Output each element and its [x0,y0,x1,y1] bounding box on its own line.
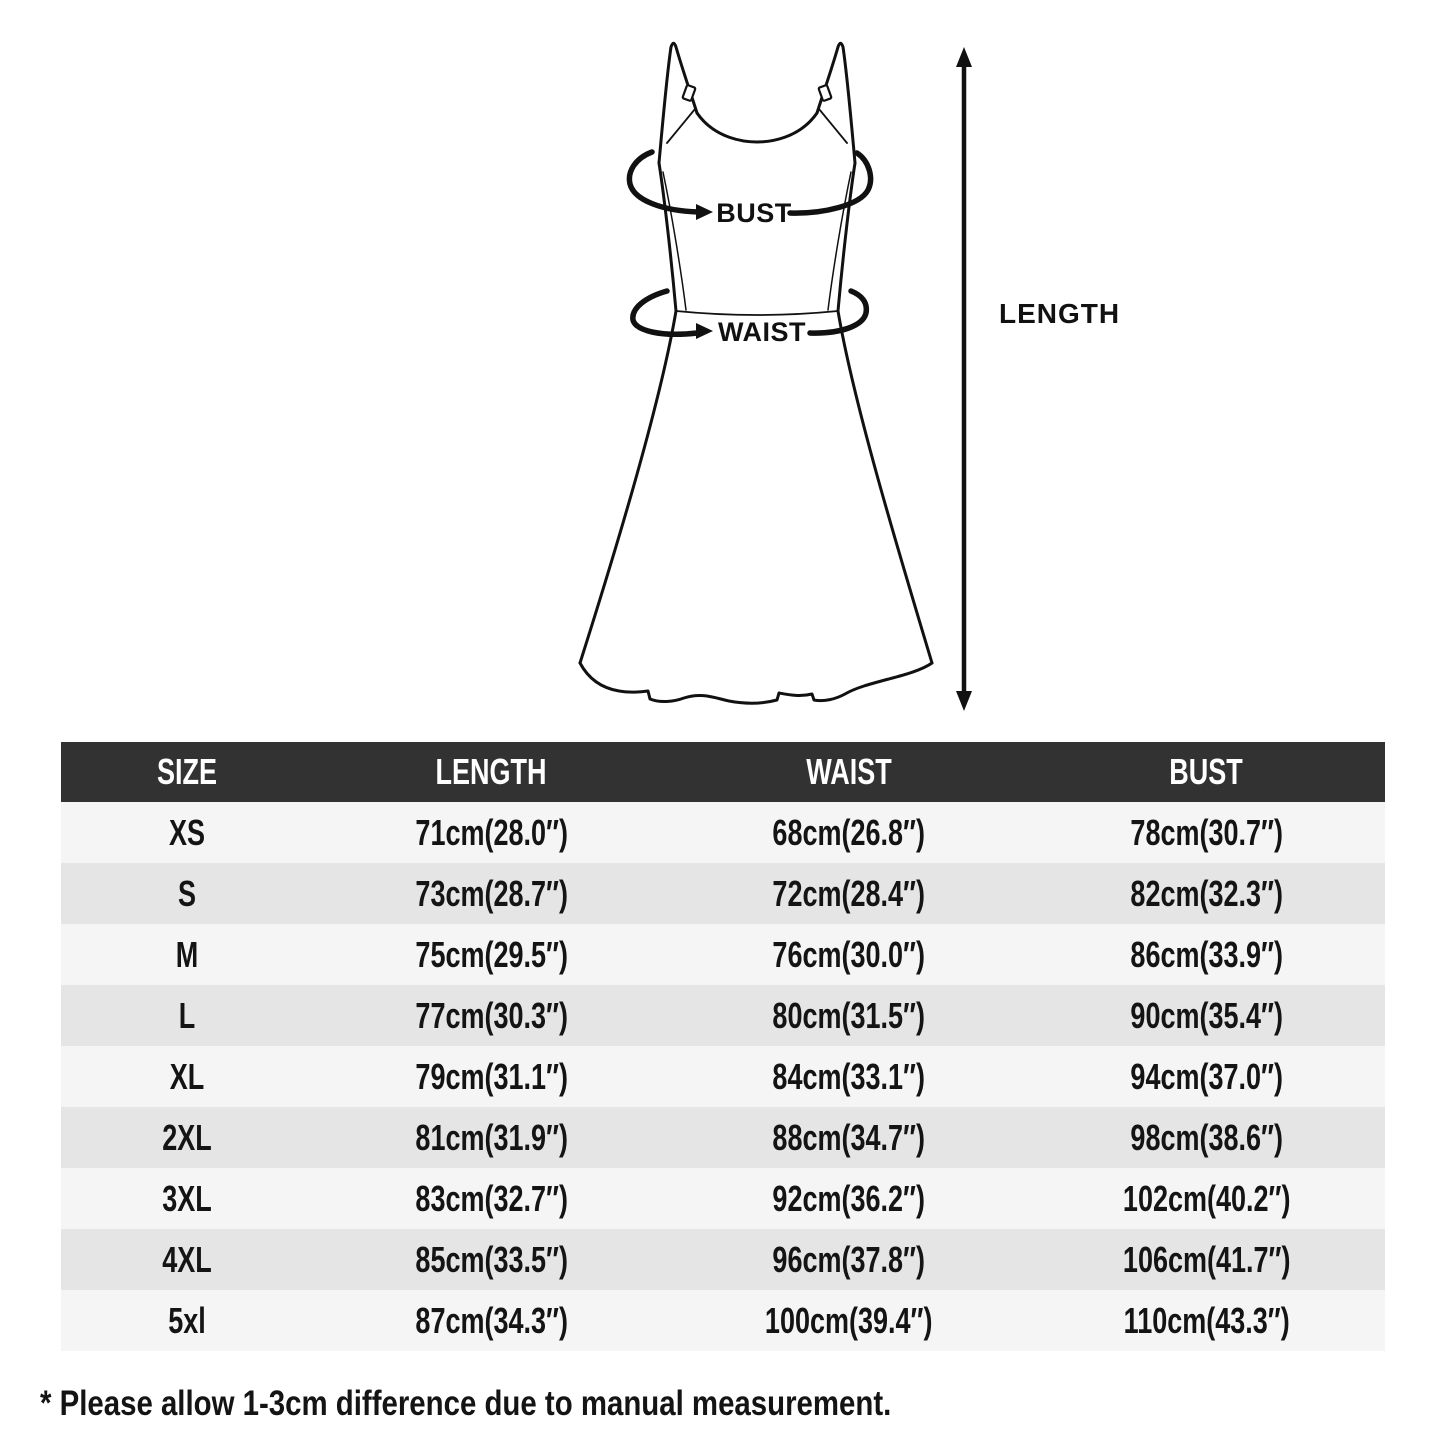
cell-size: S [177,872,196,914]
table-row [61,924,1385,985]
cell-waist: 92cm(36.2″) [772,1177,926,1219]
cell-waist: 76cm(30.0″) [772,933,926,975]
cell-bust: 82cm(32.3″) [1129,872,1283,914]
table-row [61,1290,1385,1351]
cell-bust: 86cm(33.9″) [1129,933,1283,975]
cell-waist: 68cm(26.8″) [772,811,926,853]
size-chart-table [61,742,1385,1351]
table-row [61,1107,1385,1168]
cell-waist: 84cm(33.1″) [772,1055,926,1097]
cell-bust: 106cm(41.7″) [1122,1238,1291,1280]
cell-waist: 72cm(28.4″) [772,872,926,914]
table-row [61,1046,1385,1107]
cell-size: M [175,933,199,975]
table-header-row [61,742,1385,802]
waist-arrowhead-icon [696,323,713,339]
table-row [61,863,1385,924]
cell-size: XS [168,811,205,853]
cell-bust: 98cm(38.6″) [1129,1116,1283,1158]
waist-label: WAIST [718,317,806,347]
cell-length: 83cm(32.7″) [415,1177,568,1219]
cell-bust: 94cm(37.0″) [1129,1055,1283,1097]
column-header-bust: BUST [1169,751,1243,792]
dress-strap-right [817,43,855,163]
length-arrow-icon [956,47,972,711]
table-row [61,802,1385,863]
bust-arrowhead-icon [696,204,713,220]
cell-length: 77cm(30.3″) [415,994,568,1036]
cell-bust: 102cm(40.2″) [1122,1177,1291,1219]
length-label: LENGTH [999,298,1121,329]
cell-size: XL [169,1055,205,1097]
cell-bust: 110cm(43.3″) [1123,1299,1290,1341]
cell-length: 73cm(28.7″) [415,872,568,914]
cell-length: 87cm(34.3″) [415,1299,568,1341]
bust-label: BUST [716,198,792,228]
cell-size: 2XL [162,1116,212,1158]
cell-size: L [178,994,196,1036]
cell-size: 3XL [162,1177,212,1219]
cell-bust: 78cm(30.7″) [1129,811,1283,853]
dress-strap-left [659,43,697,163]
cell-size: 4XL [162,1238,212,1280]
cell-waist: 96cm(37.8″) [772,1238,926,1280]
column-header-size: SIZE [156,751,217,792]
table-row [61,1168,1385,1229]
cell-length: 81cm(31.9″) [415,1116,568,1158]
column-header-waist: WAIST [806,751,892,792]
measurement-disclaimer: * Please allow 1-3cm difference due to manual measurement. [40,1384,892,1423]
cell-length: 79cm(31.1″) [415,1055,568,1097]
cell-length: 75cm(29.5″) [415,933,568,975]
cell-length: 85cm(33.5″) [415,1238,568,1280]
cell-waist: 88cm(34.7″) [772,1116,926,1158]
table-row [61,1229,1385,1290]
table-row [61,985,1385,1046]
cell-bust: 90cm(35.4″) [1129,994,1283,1036]
column-header-length: LENGTH [435,751,547,792]
cell-waist: 100cm(39.4″) [764,1299,933,1341]
cell-waist: 80cm(31.5″) [772,994,926,1036]
cell-size: 5xl [168,1299,206,1341]
cell-length: 71cm(28.0″) [415,811,568,853]
